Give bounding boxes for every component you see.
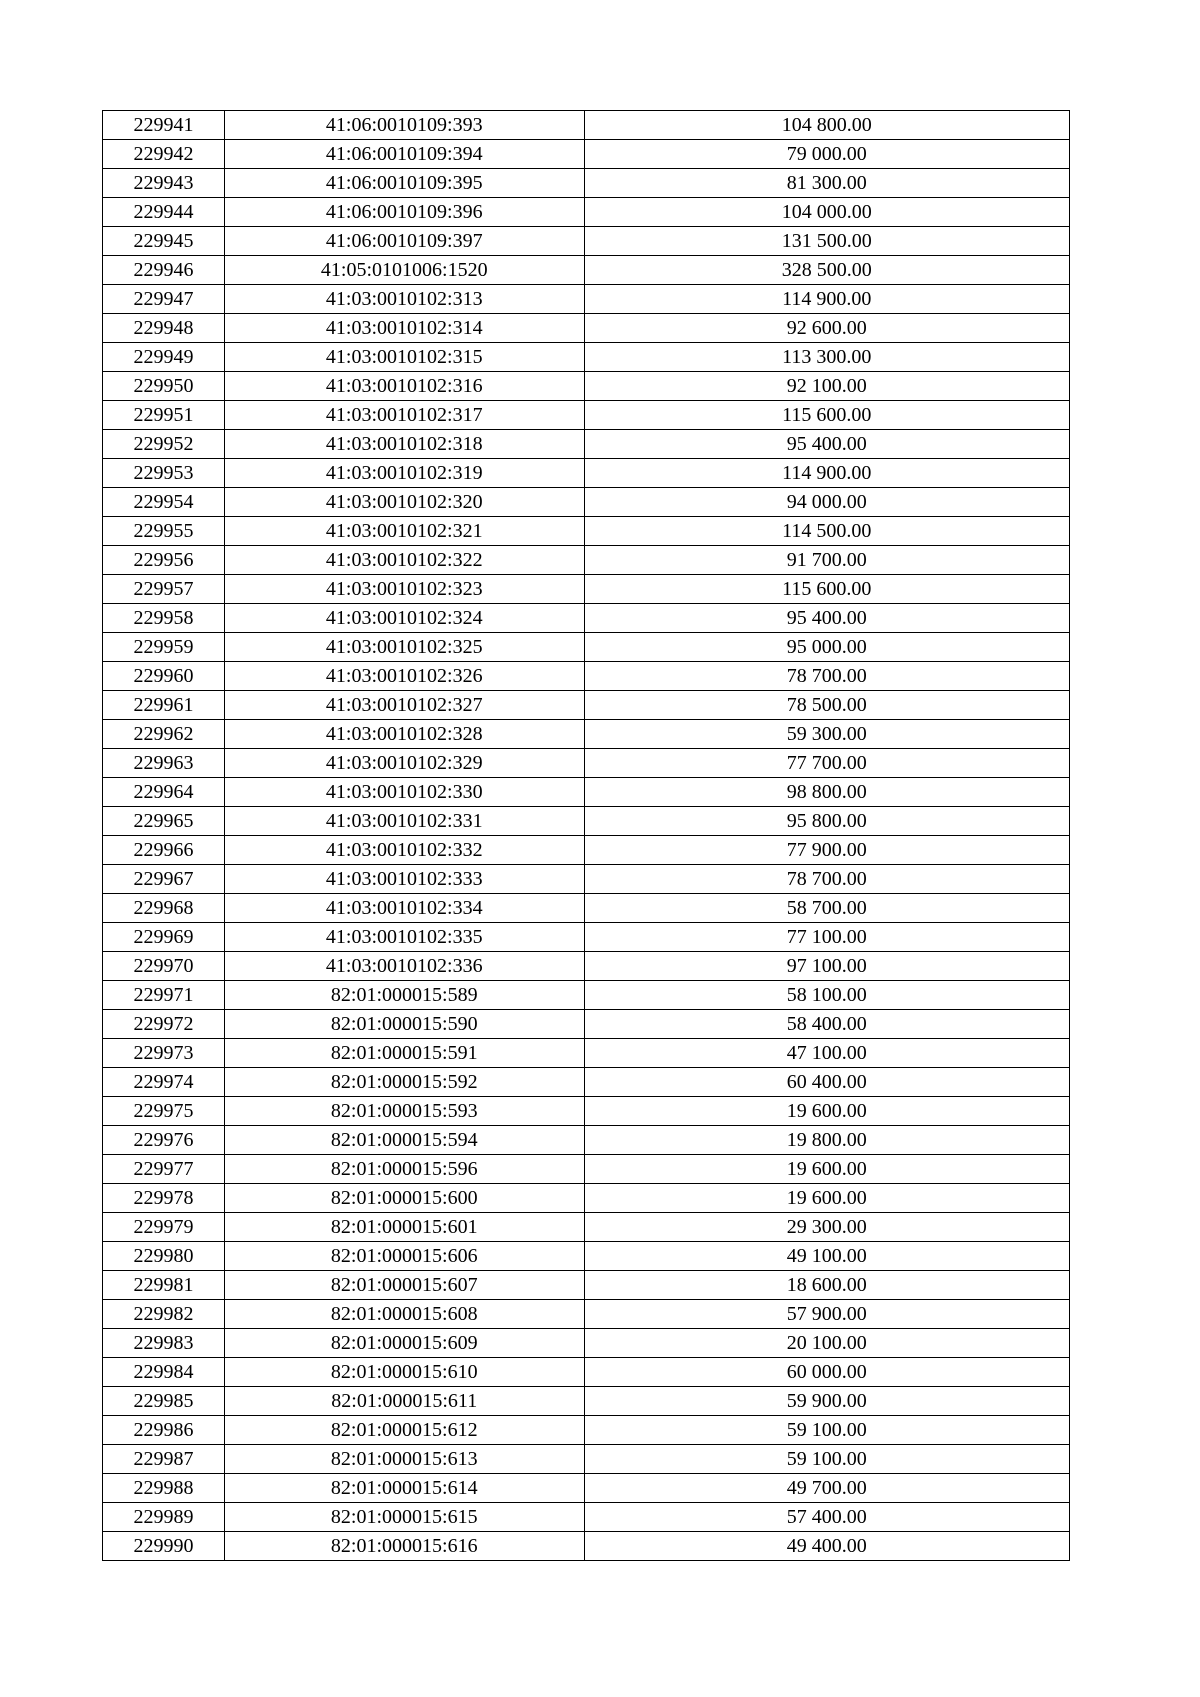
value-cell: 29 300.00: [584, 1213, 1069, 1242]
row-number-cell: 229945: [103, 227, 225, 256]
row-number-cell: 229950: [103, 372, 225, 401]
table-row: [103, 1213, 1070, 1242]
value-cell: 59 100.00: [584, 1416, 1069, 1445]
cadastral-number-cell: 82:01:000015:600: [224, 1184, 584, 1213]
table-row: [103, 285, 1070, 314]
row-number-cell: 229948: [103, 314, 225, 343]
table-row: [103, 111, 1070, 140]
table-row: [103, 662, 1070, 691]
table-row: [103, 1300, 1070, 1329]
value-cell: 94 000.00: [584, 488, 1069, 517]
row-number-cell: 229985: [103, 1387, 225, 1416]
table-row: [103, 1126, 1070, 1155]
table-row: [103, 459, 1070, 488]
row-number-cell: 229982: [103, 1300, 225, 1329]
cadastral-number-cell: 41:03:0010102:316: [224, 372, 584, 401]
table-row: [103, 894, 1070, 923]
cadastral-number-cell: 82:01:000015:607: [224, 1271, 584, 1300]
table-row: [103, 691, 1070, 720]
row-number-cell: 229956: [103, 546, 225, 575]
cadastral-number-cell: 41:03:0010102:333: [224, 865, 584, 894]
table-row: [103, 343, 1070, 372]
cadastral-number-cell: 41:03:0010102:328: [224, 720, 584, 749]
row-number-cell: 229952: [103, 430, 225, 459]
table-row: [103, 1184, 1070, 1213]
row-number-cell: 229959: [103, 633, 225, 662]
cadastral-number-cell: 41:03:0010102:327: [224, 691, 584, 720]
table-row: [103, 1039, 1070, 1068]
value-cell: 91 700.00: [584, 546, 1069, 575]
table-row: [103, 169, 1070, 198]
cadastral-number-cell: 82:01:000015:615: [224, 1503, 584, 1532]
cadastral-number-cell: 82:01:000015:609: [224, 1329, 584, 1358]
value-cell: 78 500.00: [584, 691, 1069, 720]
cadastral-number-cell: 41:05:0101006:1520: [224, 256, 584, 285]
value-cell: 131 500.00: [584, 227, 1069, 256]
value-cell: 114 900.00: [584, 459, 1069, 488]
table-row: [103, 372, 1070, 401]
table-row: [103, 1329, 1070, 1358]
table-row: [103, 836, 1070, 865]
value-cell: 97 100.00: [584, 952, 1069, 981]
table-row: [103, 1242, 1070, 1271]
row-number-cell: 229941: [103, 111, 225, 140]
cadastral-number-cell: 41:06:0010109:395: [224, 169, 584, 198]
row-number-cell: 229973: [103, 1039, 225, 1068]
value-cell: 95 400.00: [584, 430, 1069, 459]
cadastral-number-cell: 41:03:0010102:325: [224, 633, 584, 662]
table-row: [103, 1503, 1070, 1532]
value-cell: 60 000.00: [584, 1358, 1069, 1387]
value-cell: 77 700.00: [584, 749, 1069, 778]
table-row: [103, 633, 1070, 662]
value-cell: 115 600.00: [584, 401, 1069, 430]
row-number-cell: 229972: [103, 1010, 225, 1039]
value-cell: 98 800.00: [584, 778, 1069, 807]
row-number-cell: 229986: [103, 1416, 225, 1445]
cadastral-number-cell: 82:01:000015:606: [224, 1242, 584, 1271]
row-number-cell: 229981: [103, 1271, 225, 1300]
cadastral-number-cell: 41:03:0010102:335: [224, 923, 584, 952]
table-row: [103, 1445, 1070, 1474]
table-row: [103, 401, 1070, 430]
table-row: [103, 140, 1070, 169]
value-cell: 19 600.00: [584, 1097, 1069, 1126]
row-number-cell: 229942: [103, 140, 225, 169]
cadastral-number-cell: 82:01:000015:612: [224, 1416, 584, 1445]
value-cell: 18 600.00: [584, 1271, 1069, 1300]
value-cell: 59 300.00: [584, 720, 1069, 749]
table-row: [103, 1474, 1070, 1503]
value-cell: 79 000.00: [584, 140, 1069, 169]
cadastral-number-cell: 82:01:000015:590: [224, 1010, 584, 1039]
cadastral-number-cell: 82:01:000015:596: [224, 1155, 584, 1184]
value-cell: 114 500.00: [584, 517, 1069, 546]
value-cell: 104 000.00: [584, 198, 1069, 227]
row-number-cell: 229966: [103, 836, 225, 865]
row-number-cell: 229977: [103, 1155, 225, 1184]
cadastral-number-cell: 82:01:000015:589: [224, 981, 584, 1010]
cadastral-number-cell: 41:03:0010102:322: [224, 546, 584, 575]
row-number-cell: 229979: [103, 1213, 225, 1242]
value-cell: 95 800.00: [584, 807, 1069, 836]
value-cell: 19 600.00: [584, 1155, 1069, 1184]
row-number-cell: 229989: [103, 1503, 225, 1532]
table-row: [103, 488, 1070, 517]
table-row: [103, 1358, 1070, 1387]
value-cell: 49 100.00: [584, 1242, 1069, 1271]
row-number-cell: 229967: [103, 865, 225, 894]
cadastral-number-cell: 41:03:0010102:323: [224, 575, 584, 604]
value-cell: 77 900.00: [584, 836, 1069, 865]
row-number-cell: 229971: [103, 981, 225, 1010]
row-number-cell: 229988: [103, 1474, 225, 1503]
cadastral-number-cell: 82:01:000015:616: [224, 1532, 584, 1561]
row-number-cell: 229949: [103, 343, 225, 372]
value-cell: 59 900.00: [584, 1387, 1069, 1416]
value-cell: 58 700.00: [584, 894, 1069, 923]
value-cell: 19 600.00: [584, 1184, 1069, 1213]
cadastral-number-cell: 41:03:0010102:318: [224, 430, 584, 459]
table-row: [103, 575, 1070, 604]
table-row: [103, 865, 1070, 894]
table-row: [103, 1271, 1070, 1300]
value-cell: 113 300.00: [584, 343, 1069, 372]
data-table: [102, 110, 1070, 1561]
cadastral-number-cell: 82:01:000015:614: [224, 1474, 584, 1503]
row-number-cell: 229955: [103, 517, 225, 546]
row-number-cell: 229951: [103, 401, 225, 430]
value-cell: 95 000.00: [584, 633, 1069, 662]
row-number-cell: 229980: [103, 1242, 225, 1271]
row-number-cell: 229964: [103, 778, 225, 807]
value-cell: 47 100.00: [584, 1039, 1069, 1068]
row-number-cell: 229947: [103, 285, 225, 314]
value-cell: 77 100.00: [584, 923, 1069, 952]
table-row: [103, 778, 1070, 807]
value-cell: 92 100.00: [584, 372, 1069, 401]
table-row: [103, 1155, 1070, 1184]
row-number-cell: 229961: [103, 691, 225, 720]
cadastral-number-cell: 41:03:0010102:324: [224, 604, 584, 633]
value-cell: 78 700.00: [584, 865, 1069, 894]
value-cell: 20 100.00: [584, 1329, 1069, 1358]
cadastral-number-cell: 41:03:0010102:329: [224, 749, 584, 778]
row-number-cell: 229962: [103, 720, 225, 749]
row-number-cell: 229987: [103, 1445, 225, 1474]
table-row: [103, 517, 1070, 546]
table-row: [103, 314, 1070, 343]
table-row: [103, 952, 1070, 981]
value-cell: 328 500.00: [584, 256, 1069, 285]
table-row: [103, 923, 1070, 952]
table-row: [103, 198, 1070, 227]
cadastral-number-cell: 41:06:0010109:393: [224, 111, 584, 140]
table-row: [103, 430, 1070, 459]
cadastral-number-cell: 82:01:000015:610: [224, 1358, 584, 1387]
value-cell: 81 300.00: [584, 169, 1069, 198]
value-cell: 57 900.00: [584, 1300, 1069, 1329]
table-row: [103, 1416, 1070, 1445]
row-number-cell: 229974: [103, 1068, 225, 1097]
value-cell: 115 600.00: [584, 575, 1069, 604]
table-row: [103, 1097, 1070, 1126]
cadastral-number-cell: 41:03:0010102:334: [224, 894, 584, 923]
table-row: [103, 1010, 1070, 1039]
table-row: [103, 1387, 1070, 1416]
row-number-cell: 229943: [103, 169, 225, 198]
value-cell: 58 100.00: [584, 981, 1069, 1010]
cadastral-number-cell: 41:03:0010102:326: [224, 662, 584, 691]
value-cell: 57 400.00: [584, 1503, 1069, 1532]
value-cell: 60 400.00: [584, 1068, 1069, 1097]
row-number-cell: 229958: [103, 604, 225, 633]
table-row: [103, 1068, 1070, 1097]
cadastral-number-cell: 82:01:000015:608: [224, 1300, 584, 1329]
cadastral-number-cell: 41:03:0010102:332: [224, 836, 584, 865]
row-number-cell: 229984: [103, 1358, 225, 1387]
cadastral-number-cell: 41:03:0010102:331: [224, 807, 584, 836]
row-number-cell: 229954: [103, 488, 225, 517]
row-number-cell: 229944: [103, 198, 225, 227]
cadastral-number-cell: 82:01:000015:611: [224, 1387, 584, 1416]
row-number-cell: 229969: [103, 923, 225, 952]
row-number-cell: 229957: [103, 575, 225, 604]
value-cell: 78 700.00: [584, 662, 1069, 691]
value-cell: 104 800.00: [584, 111, 1069, 140]
cadastral-number-cell: 82:01:000015:593: [224, 1097, 584, 1126]
row-number-cell: 229946: [103, 256, 225, 285]
row-number-cell: 229978: [103, 1184, 225, 1213]
table-body: [103, 111, 1070, 1561]
cadastral-number-cell: 41:03:0010102:317: [224, 401, 584, 430]
value-cell: 92 600.00: [584, 314, 1069, 343]
value-cell: 114 900.00: [584, 285, 1069, 314]
value-cell: 59 100.00: [584, 1445, 1069, 1474]
cadastral-number-cell: 41:03:0010102:319: [224, 459, 584, 488]
value-cell: 19 800.00: [584, 1126, 1069, 1155]
value-cell: 95 400.00: [584, 604, 1069, 633]
cadastral-number-cell: 41:03:0010102:320: [224, 488, 584, 517]
table-row: [103, 981, 1070, 1010]
table-row: [103, 1532, 1070, 1561]
row-number-cell: 229970: [103, 952, 225, 981]
row-number-cell: 229953: [103, 459, 225, 488]
row-number-cell: 229965: [103, 807, 225, 836]
cadastral-number-cell: 41:06:0010109:397: [224, 227, 584, 256]
table-row: [103, 604, 1070, 633]
cadastral-number-cell: 82:01:000015:601: [224, 1213, 584, 1242]
table-row: [103, 807, 1070, 836]
cadastral-number-cell: 41:03:0010102:314: [224, 314, 584, 343]
row-number-cell: 229975: [103, 1097, 225, 1126]
row-number-cell: 229983: [103, 1329, 225, 1358]
value-cell: 49 400.00: [584, 1532, 1069, 1561]
cadastral-number-cell: 41:03:0010102:321: [224, 517, 584, 546]
cadastral-number-cell: 41:03:0010102:330: [224, 778, 584, 807]
row-number-cell: 229960: [103, 662, 225, 691]
table-row: [103, 227, 1070, 256]
table-row: [103, 546, 1070, 575]
row-number-cell: 229963: [103, 749, 225, 778]
cadastral-number-cell: 41:03:0010102:336: [224, 952, 584, 981]
cadastral-number-cell: 82:01:000015:594: [224, 1126, 584, 1155]
table-row: [103, 256, 1070, 285]
cadastral-number-cell: 82:01:000015:613: [224, 1445, 584, 1474]
table-row: [103, 720, 1070, 749]
cadastral-number-cell: 41:06:0010109:396: [224, 198, 584, 227]
cadastral-number-cell: 41:03:0010102:315: [224, 343, 584, 372]
cadastral-number-cell: 82:01:000015:592: [224, 1068, 584, 1097]
cadastral-number-cell: 41:03:0010102:313: [224, 285, 584, 314]
value-cell: 58 400.00: [584, 1010, 1069, 1039]
row-number-cell: 229990: [103, 1532, 225, 1561]
cadastral-number-cell: 41:06:0010109:394: [224, 140, 584, 169]
cadastral-number-cell: 82:01:000015:591: [224, 1039, 584, 1068]
row-number-cell: 229968: [103, 894, 225, 923]
row-number-cell: 229976: [103, 1126, 225, 1155]
value-cell: 49 700.00: [584, 1474, 1069, 1503]
table-row: [103, 749, 1070, 778]
